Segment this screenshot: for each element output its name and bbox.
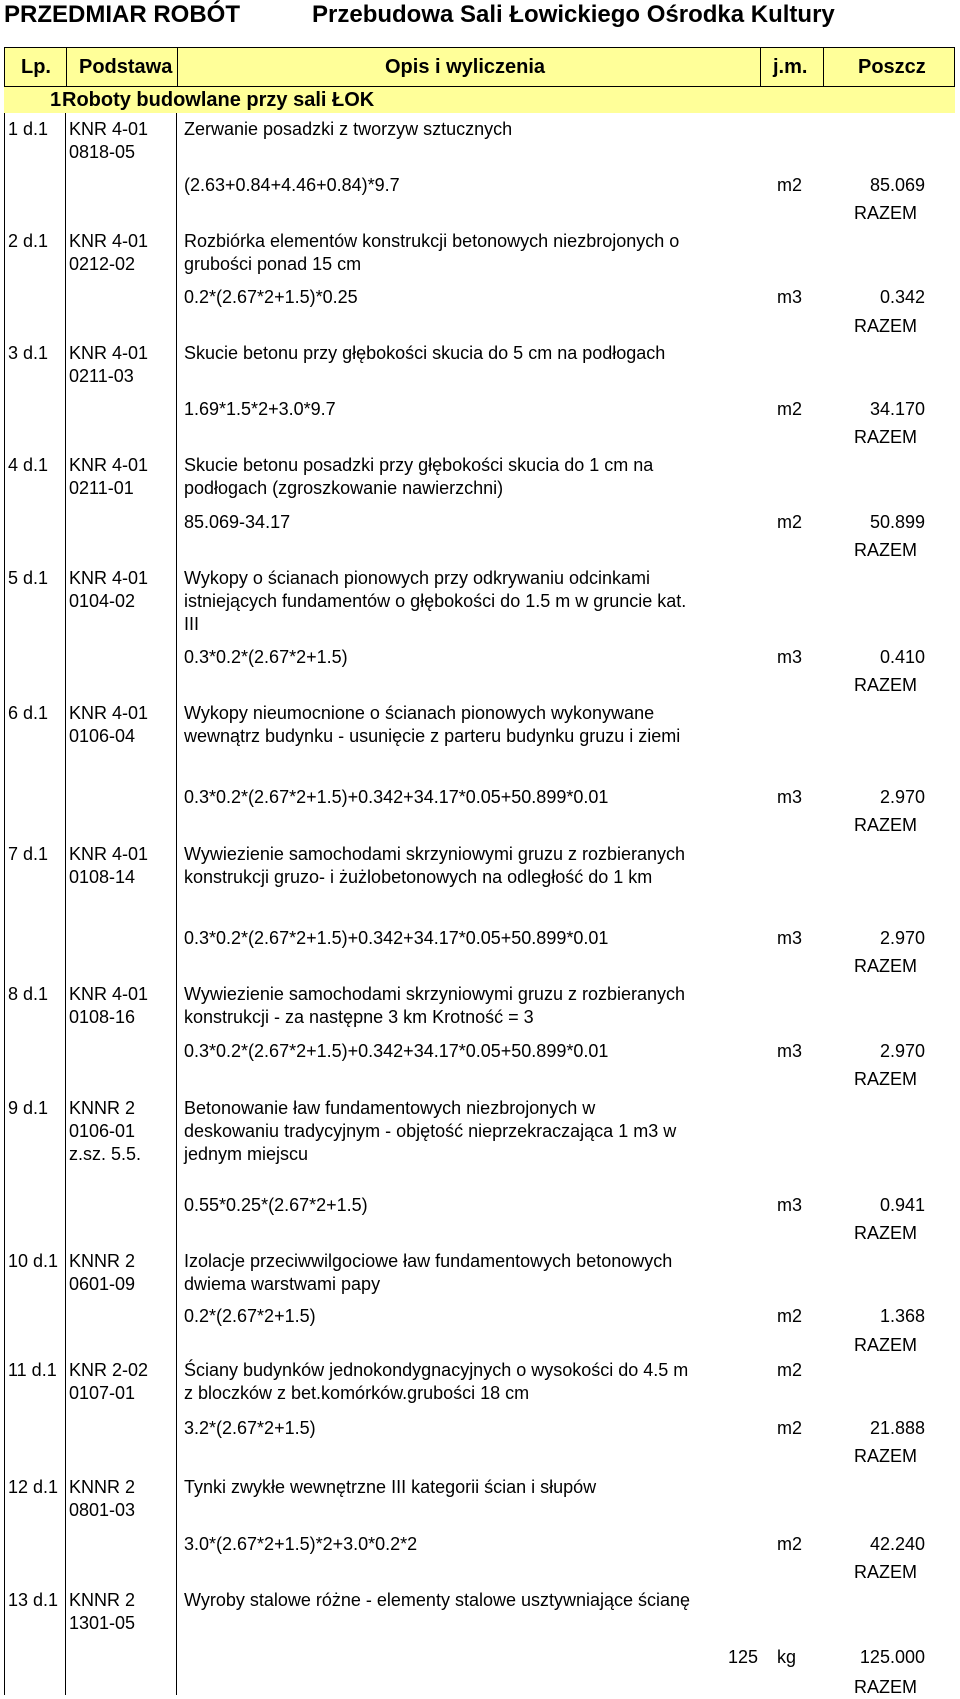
item-lp: 7 d.1 xyxy=(8,844,49,864)
item-description: Wykopy nieumocnione o ścianach pionowych wykonywane xyxy=(184,703,655,723)
item-podstawa: 0108-16 xyxy=(69,1007,136,1027)
item-razem: RAZEM xyxy=(854,1223,917,1243)
item-calculation: 0.55*0.25*(2.67*2+1.5) xyxy=(184,1195,368,1215)
item-calculation: 3.2*(2.67*2+1.5) xyxy=(184,1418,316,1438)
item-description: Izolacje przeciwwilgociowe ław fundamentowych betonowych xyxy=(184,1251,673,1271)
item-unit: m2 xyxy=(777,1418,803,1438)
item-unit: kg xyxy=(777,1647,797,1667)
item-lp: 3 d.1 xyxy=(8,343,49,363)
item-calculation: 0.3*0.2*(2.67*2+1.5)+0.342+34.17*0.05+50.899*0.01 xyxy=(184,787,609,807)
item-lp: 1 d.1 xyxy=(8,119,49,139)
item-calculation: 85.069-34.17 xyxy=(184,512,291,532)
item-unit: m2 xyxy=(777,1306,803,1326)
item-podstawa: 0818-05 xyxy=(69,142,136,162)
item-unit: m3 xyxy=(777,287,803,307)
item-podstawa: KNR 4-01 xyxy=(69,231,149,251)
section-number: 1 xyxy=(50,89,62,111)
item-calculation: 0.3*0.2*(2.67*2+1.5)+0.342+34.17*0.05+50.899*0.01 xyxy=(184,928,609,948)
item-podstawa: 0601-09 xyxy=(69,1274,136,1294)
item-value: 0.941 xyxy=(879,1195,925,1215)
item-value: 0.410 xyxy=(879,647,925,667)
item-description: deskowaniu tradycyjnym - objętość nieprzekraczająca 1 m3 w xyxy=(184,1121,677,1141)
item-description: Rozbiórka elementów konstrukcji betonowych niezbrojonych o xyxy=(184,231,680,251)
item-podstawa: KNR 2-02 xyxy=(69,1360,149,1380)
item-podstawa: 0211-01 xyxy=(69,478,134,498)
section-title: Roboty budowlane przy sali ŁOK xyxy=(62,89,375,111)
item-razem: RAZEM xyxy=(854,540,917,560)
header-jm: j.m. xyxy=(773,56,808,78)
item-lp: 6 d.1 xyxy=(8,703,49,723)
item-calculation: (2.63+0.84+4.46+0.84)*9.7 xyxy=(184,175,400,195)
item-calculation: 0.3*0.2*(2.67*2+1.5)+0.342+34.17*0.05+50.899*0.01 xyxy=(184,1041,609,1061)
item-value: 0.342 xyxy=(879,287,925,307)
item-description: Tynki zwykłe wewnętrzne III kategorii ścian i słupów xyxy=(184,1477,597,1497)
item-podstawa: KNNR 2 xyxy=(69,1251,136,1271)
item-podstawa: KNNR 2 xyxy=(69,1098,136,1118)
item-value: 21.888 xyxy=(869,1418,925,1438)
item-calculation: 0.3*0.2*(2.67*2+1.5) xyxy=(184,647,348,667)
item-lp: 13 d.1 xyxy=(8,1590,59,1610)
item-description: konstrukcji gruzo- i żużlobetonowych na odległość do 1 km xyxy=(184,867,653,887)
item-podstawa: KNNR 2 xyxy=(69,1590,136,1610)
item-podstawa: KNR 4-01 xyxy=(69,343,149,363)
item-calculation-qty: 125 xyxy=(727,1647,758,1667)
item-calculation: 0.2*(2.67*2+1.5)*0.25 xyxy=(184,287,358,307)
item-razem: RAZEM xyxy=(854,1446,917,1466)
item-calculation: 1.69*1.5*2+3.0*9.7 xyxy=(184,399,336,419)
item-lp: 12 d.1 xyxy=(8,1477,59,1497)
item-podstawa: z.sz. 5.5. xyxy=(69,1144,142,1164)
item-lp: 10 d.1 xyxy=(8,1251,59,1271)
item-description: Betonowanie ław fundamentowych niezbrojonych w xyxy=(184,1098,596,1118)
item-calculation: 3.0*(2.67*2+1.5)*2+3.0*0.2*2 xyxy=(184,1534,418,1554)
item-description: Wyroby stalowe różne - elementy stalowe usztywniające ścianę xyxy=(184,1590,691,1610)
item-description: dwiema warstwami papy xyxy=(184,1274,381,1294)
item-description: wewnątrz budynku - usunięcie z parteru budynku gruzu i ziemi xyxy=(184,726,681,746)
item-razem: RAZEM xyxy=(854,815,917,835)
item-razem: RAZEM xyxy=(854,1069,917,1089)
item-description: Wywiezienie samochodami skrzyniowymi gruzu z rozbieranych xyxy=(184,984,686,1004)
item-unit: m2 xyxy=(777,512,803,532)
header-podstawa: Podstawa xyxy=(79,56,173,78)
item-podstawa: 0211-03 xyxy=(69,366,134,386)
item-unit: m3 xyxy=(777,1195,803,1215)
item-description: Wykopy o ścianach pionowych przy odkrywaniu odcinkami xyxy=(184,568,651,588)
item-lp: 4 d.1 xyxy=(8,455,49,475)
item-lp: 5 d.1 xyxy=(8,568,49,588)
item-lp: 8 d.1 xyxy=(8,984,49,1004)
header-poszcz: Poszcz xyxy=(858,56,926,78)
item-lp: 9 d.1 xyxy=(8,1098,49,1118)
item-razem: RAZEM xyxy=(854,1562,917,1582)
item-description: III xyxy=(184,614,200,634)
item-value: 1.368 xyxy=(879,1306,925,1326)
item-podstawa: 0801-03 xyxy=(69,1500,136,1520)
item-podstawa: KNR 4-01 xyxy=(69,703,149,723)
header-opis: Opis i wyliczenia xyxy=(385,56,546,78)
item-podstawa: KNR 4-01 xyxy=(69,984,149,1004)
item-unit: m3 xyxy=(777,787,803,807)
item-podstawa: 0104-02 xyxy=(69,591,136,611)
item-unit: m3 xyxy=(777,1041,803,1061)
section-row xyxy=(4,87,955,113)
item-value: 42.240 xyxy=(869,1534,925,1554)
item-description: z bloczków z bet.komórków.grubości 18 cm xyxy=(184,1383,530,1403)
item-value: 50.899 xyxy=(869,512,925,532)
item-description: Wywiezienie samochodami skrzyniowymi gruzu z rozbieranych xyxy=(184,844,686,864)
project-title: Przebudowa Sali Łowickiego Ośrodka Kultury xyxy=(312,1,835,28)
item-unit: m3 xyxy=(777,647,803,667)
item-lp: 2 d.1 xyxy=(8,231,49,251)
item-unit: m2 xyxy=(777,1534,803,1554)
item-description: jednym miejscu xyxy=(184,1144,309,1164)
item-value: 34.170 xyxy=(869,399,925,419)
item-lp: 11 d.1 xyxy=(8,1360,57,1380)
podstawa-divider xyxy=(176,113,177,1695)
item-razem: RAZEM xyxy=(854,203,917,223)
item-podstawa: 0106-04 xyxy=(69,726,136,746)
item-description: grubości ponad 15 cm xyxy=(184,254,362,274)
item-razem: RAZEM xyxy=(854,1335,917,1355)
item-podstawa: 1301-05 xyxy=(69,1613,136,1633)
item-razem: RAZEM xyxy=(854,956,917,976)
item-razem: RAZEM xyxy=(854,675,917,695)
item-calculation: 0.2*(2.67*2+1.5) xyxy=(184,1306,316,1326)
item-description: istniejących fundamentów o głębokości do 1.5 m w gruncie kat. xyxy=(184,591,687,611)
item-description-unit: m2 xyxy=(777,1360,803,1380)
item-razem: RAZEM xyxy=(854,316,917,336)
item-podstawa: KNR 4-01 xyxy=(69,568,149,588)
item-razem: RAZEM xyxy=(854,1677,917,1697)
item-podstawa: KNR 4-01 xyxy=(69,844,149,864)
item-description: podłogach (zgroszkowanie nawierzchni) xyxy=(184,478,504,498)
lp-divider xyxy=(65,113,66,1695)
item-value: 85.069 xyxy=(869,175,925,195)
item-value: 2.970 xyxy=(879,1041,925,1061)
item-description: Skucie betonu przy głębokości skucia do 5 cm na podłogach xyxy=(184,343,666,363)
item-podstawa: KNR 4-01 xyxy=(69,455,149,475)
left-border xyxy=(4,113,5,1695)
item-description: Zerwanie posadzki z tworzyw sztucznych xyxy=(184,119,513,139)
item-razem: RAZEM xyxy=(854,427,917,447)
item-unit: m2 xyxy=(777,399,803,419)
item-value: 2.970 xyxy=(879,928,925,948)
item-unit: m2 xyxy=(777,175,803,195)
header-lp: Lp. xyxy=(21,56,51,78)
document-title: PRZEDMIAR ROBÓT xyxy=(4,1,240,28)
item-description: Ściany budynków jednokondygnacyjnych o wysokości do 4.5 m xyxy=(184,1360,689,1380)
item-description: Skucie betonu posadzki przy głębokości skucia do 1 cm na xyxy=(184,455,654,475)
item-podstawa: 0107-01 xyxy=(69,1383,136,1403)
item-podstawa: KNR 4-01 xyxy=(69,119,149,139)
item-unit: m3 xyxy=(777,928,803,948)
item-podstawa: 0106-01 xyxy=(69,1121,136,1141)
item-podstawa: KNNR 2 xyxy=(69,1477,136,1497)
item-value: 125.000 xyxy=(859,1647,925,1667)
item-value: 2.970 xyxy=(879,787,925,807)
item-description: konstrukcji - za następne 3 km Krotność = 3 xyxy=(184,1007,534,1027)
item-podstawa: 0108-14 xyxy=(69,867,136,887)
item-podstawa: 0212-02 xyxy=(69,254,136,274)
table-header xyxy=(4,47,955,87)
